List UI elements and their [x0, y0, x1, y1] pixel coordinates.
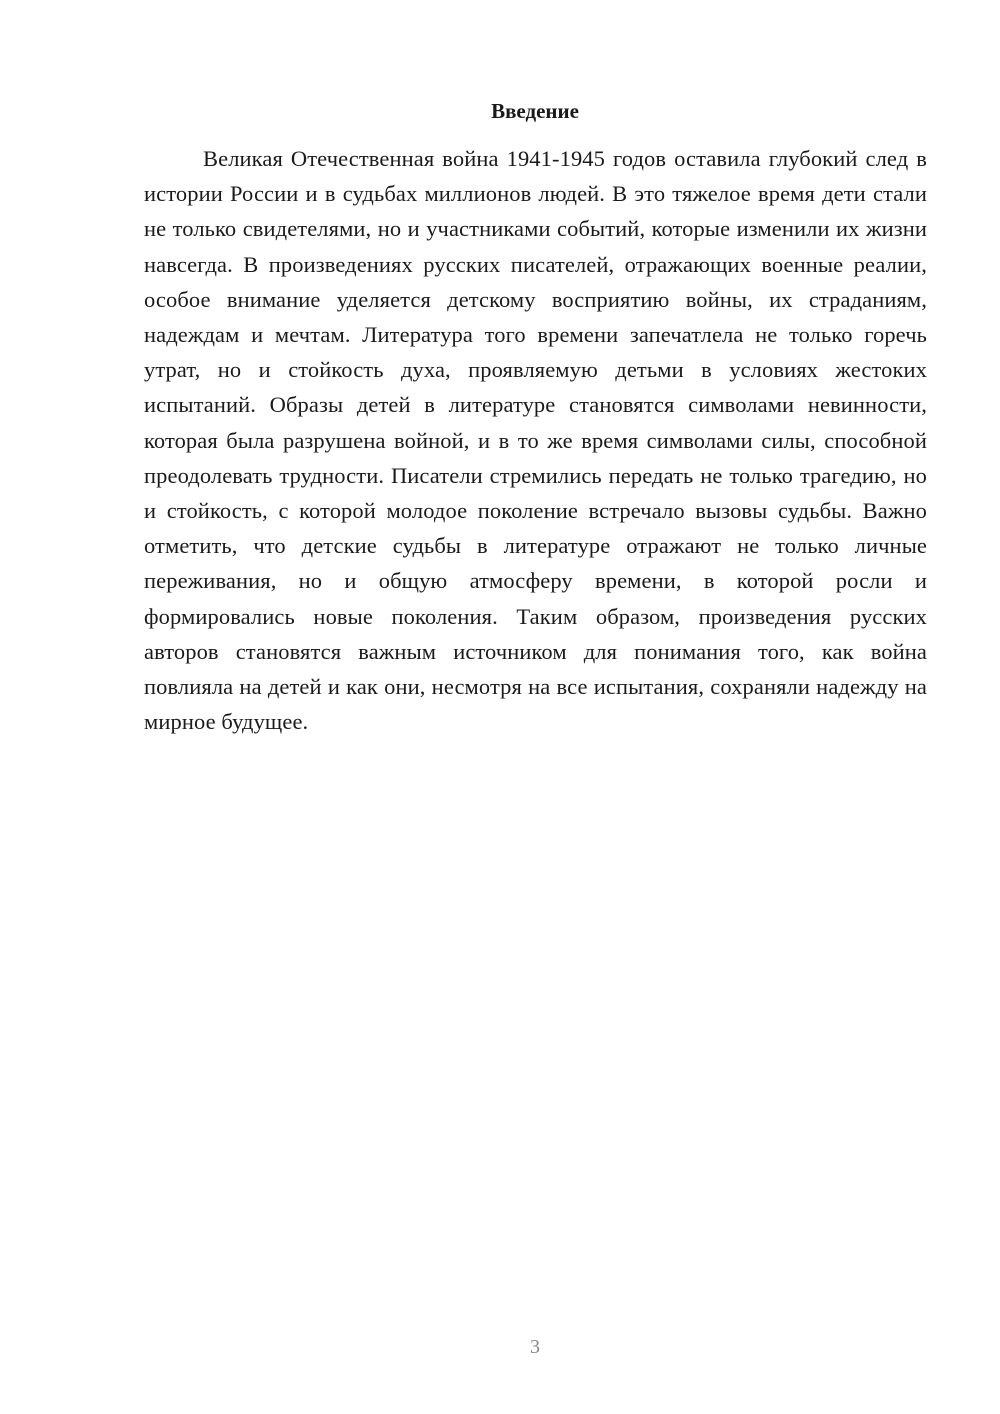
body-paragraph: Великая Отечественная война 1941-1945 годов оставила глубокий след в истории России и в судьбах миллионов людей. В это тяжелое время дети стали не только свидетелями, но и участниками событий, которые изменили их жизни навсегда. В произведениях русских писателей, отражающих военные реалии, особое внимание уделяется детскому восприятию войны, их страданиям, надеждам и мечтам. Литература того времени запечатлела не только горечь утрат, но и стойкость духа, проявляемую детьми в условиях жестоких испытаний. Образы детей в литературе становятся символами невинности, которая была разрушена войной, и в то же время символами силы, способной преодолевать трудности. Писатели стремились передать не только трагедию, но и стойкость, с которой молодое поколение встречало вызовы судьбы. Важно отметить, что детские судьбы в литературе отражают не только личные переживания, но и общую атмосферу времени, в которой росли и формировались новые поколения. Таким образом, произведения русских авторов становятся важным источником для понимания того, как война повлияла на детей и как они, несмотря на все испытания, сохраняли надежду на мирное будущее. [144, 146, 927, 735]
section-heading: Введение [491, 99, 579, 123]
page-number: 3 [530, 1336, 540, 1358]
